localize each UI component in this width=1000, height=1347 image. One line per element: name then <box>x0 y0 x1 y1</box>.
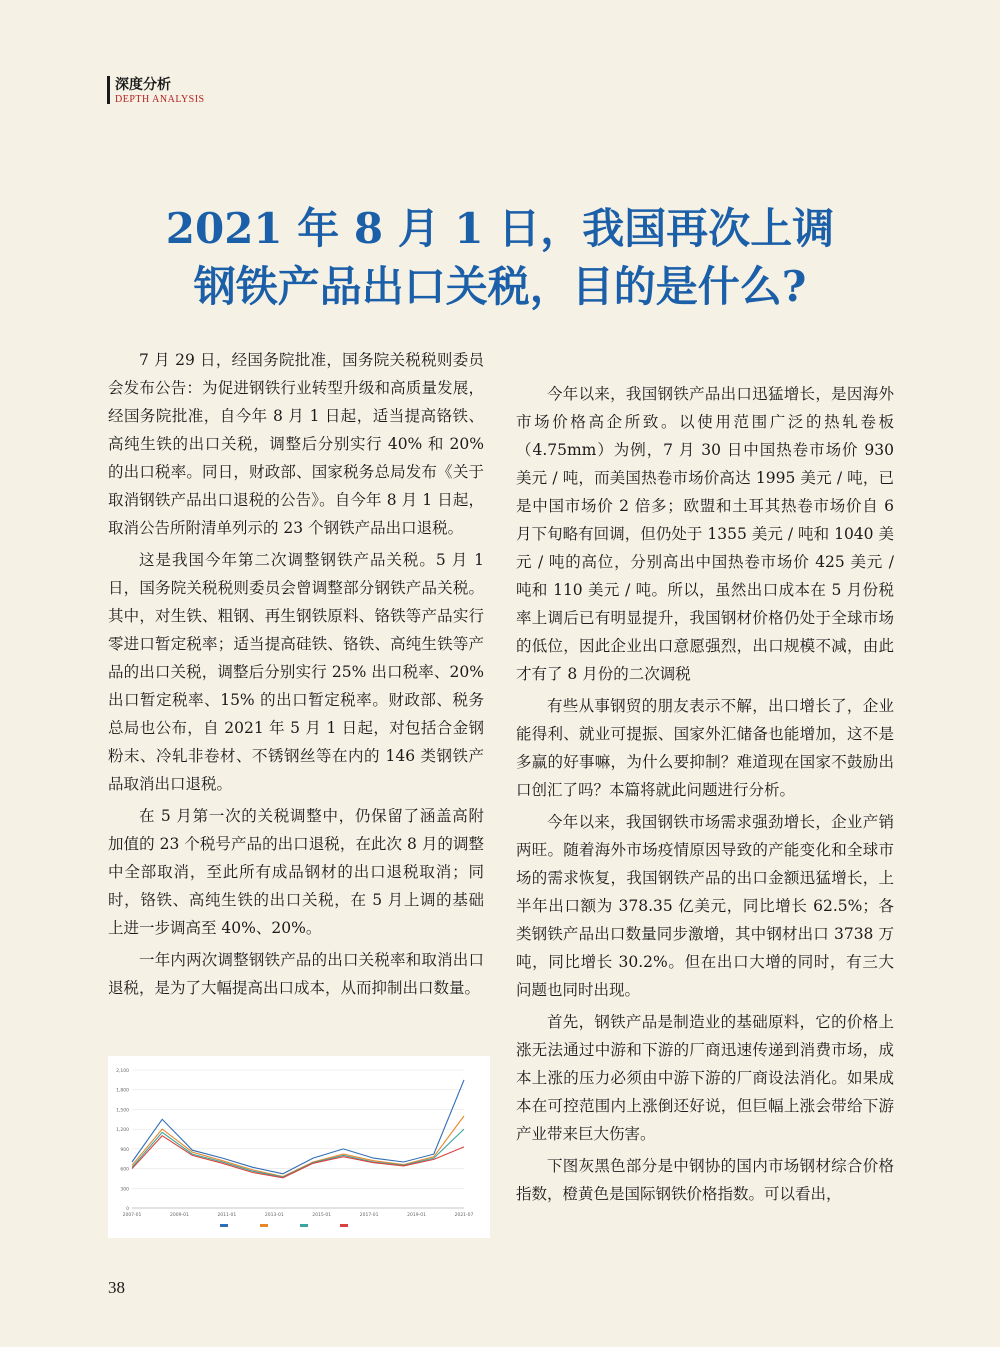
page-number: 38 <box>108 1278 125 1297</box>
legend-swatch <box>340 1224 348 1227</box>
left-column <box>108 346 484 1006</box>
chart-svg <box>108 1056 490 1238</box>
y-tick-label: 600 <box>120 1167 129 1173</box>
paragraph: 首先，钢铁产品是制造业的基础原料，它的价格上涨无法通过中游和下游的厂商迅速传递到消费市场，成本上涨的压力必须由中游下游的厂商设法消化。如果成本在可控范围内上涨倒还好说，但巨幅上涨会带给下游产业带来巨大伤害。 <box>516 1013 894 1143</box>
legend-swatch <box>220 1224 228 1227</box>
y-tick-label: 1,500 <box>116 1108 129 1114</box>
section-bar <box>107 76 110 104</box>
legend-swatch <box>260 1224 268 1227</box>
paragraph: 今年以来，我国钢铁市场需求强劲增长，企业产销两旺。随着海外市场疫情原因导致的产能变化和全球市场的需求恢复，我国钢铁产品的出口金额迅猛增长，上半年出口额为 378.35 亿美元，同比增长 62.5%；各类钢铁产品出口数量同步激增，其中钢材出口 3738 万吨，同比增长 30.2%。但在出口大增的同时，有三大问题也同时出现。 <box>516 813 894 999</box>
section-label-en: DEPTH ANALYSIS <box>115 94 205 105</box>
right-column <box>516 380 894 1212</box>
paragraph: 在 5 月第一次的关税调整中，仍保留了涵盖高附加值的 23 个税号产品的出口退税，在此次 8 月的调整中全部取消，至此所有成品钢材的出口退税取消；同时，铬铁、高纯生铁的出口关税，在 5 月上调的基础上进一步调高至 40%、20%。 <box>108 807 484 937</box>
paragraph: 有些从事钢贸的朋友表示不解，出口增长了，企业能得利、就业可提振、国家外汇储备也能增加，这不是多赢的好事嘛，为什么要抑制？难道现在国家不鼓励出口创汇了吗？本篇将就此问题进行分析。 <box>516 697 894 799</box>
article-title <box>100 200 900 316</box>
series-line <box>132 1080 464 1174</box>
y-tick-label: 2,100 <box>116 1069 129 1074</box>
paragraph: 一年内两次调整钢铁产品的出口关税率和取消出口退税，是为了大幅提高出口成本，从而抑制出口数量。 <box>108 951 484 997</box>
paragraph: 今年以来，我国钢铁产品出口迅猛增长，是因海外市场价格高企所致。以使用范围广泛的热轧卷板（4.75mm）为例，7 月 30 日中国热卷市场价 930 美元 / 吨，而美国热卷市场价高达 1995 美元 / 吨，已是中国市场价 2 倍多；欧盟和土耳其热卷市场价自 6 月下旬略有回调，但仍处于 1355 美元 / 吨和 1040 美元 / 吨的高位，分别高出中国热卷市场价 425 美元 / 吨和 110 美元 / 吨。所以，虽然出口成本在 5 月份税率上调后已有明显提升，我国钢材价格仍处于全球市场的低位，因此企业出口意愿强烈，出口规模不减，由此才有了 8 月份的二次调税 <box>516 385 894 683</box>
x-tick-label: 2009-01 <box>170 1213 189 1218</box>
legend-swatch <box>300 1224 308 1227</box>
x-tick-label: 2017-01 <box>359 1213 379 1218</box>
series-line <box>132 1129 464 1177</box>
paragraph: 这是我国今年第二次调整钢铁产品关税。5 月 1 日，国务院关税税则委员会曾调整部分钢铁产品关税。其中，对生铁、粗钢、再生钢铁原料、铬铁等产品实行零进口暂定税率；适当提高硅铁、铬铁、高纯生铁等产品的出口关税，调整后分别实行 25% 出口税率、20% 出口暂定税率、15% 的出口暂定税率。财政部、税务总局也公布，自 2021 年 5 月 1 日起，对包括合金钢粉末、冷轧非卷材、不锈钢丝等在内的 146 类钢铁产品取消出口退税。 <box>108 551 484 793</box>
x-tick-label: 2013-01 <box>264 1213 284 1218</box>
title-line-1: 2021 年 8 月 1 日，我国再次上调 <box>165 204 835 253</box>
price-chart <box>108 1056 490 1238</box>
paragraph: 下图灰黑色部分是中钢协的国内市场钢材综合价格指数，橙黄色是国际钢铁价格指数。可以看出， <box>516 1157 894 1203</box>
x-tick-label: 2019-01 <box>407 1213 426 1218</box>
y-tick-label: 900 <box>120 1147 129 1153</box>
x-tick-label: 2007-01 <box>122 1213 142 1218</box>
x-tick-label: 2021-07 <box>454 1213 474 1218</box>
y-tick-label: 0 <box>126 1207 129 1212</box>
y-tick-label: 300 <box>120 1187 129 1193</box>
y-tick-label: 1,800 <box>116 1088 129 1094</box>
section-label-zh: 深度分析 <box>115 77 171 93</box>
x-tick-label: 2011-01 <box>217 1213 237 1218</box>
paragraph: 7 月 29 日，经国务院批准，国务院关税税则委员会发布公告：为促进钢铁行业转型升级和高质量发展，经国务院批准，自今年 8 月 1 日起，适当提高铬铁、高纯生铁的出口关税，调整后分别实行 40% 和 20% 的出口税率。同日，财政部、国家税务总局发布《关于取消钢铁产品出口退税的公告》。自今年 8 月 1 日起，取消公告所附清单列示的 23 个钢铁产品出口退税。 <box>108 351 484 537</box>
title-line-2: 钢铁产品出口关税，目的是什么? <box>193 262 807 311</box>
series-line <box>132 1136 464 1178</box>
x-tick-label: 2015-01 <box>312 1213 332 1218</box>
y-tick-label: 1,200 <box>116 1128 129 1134</box>
